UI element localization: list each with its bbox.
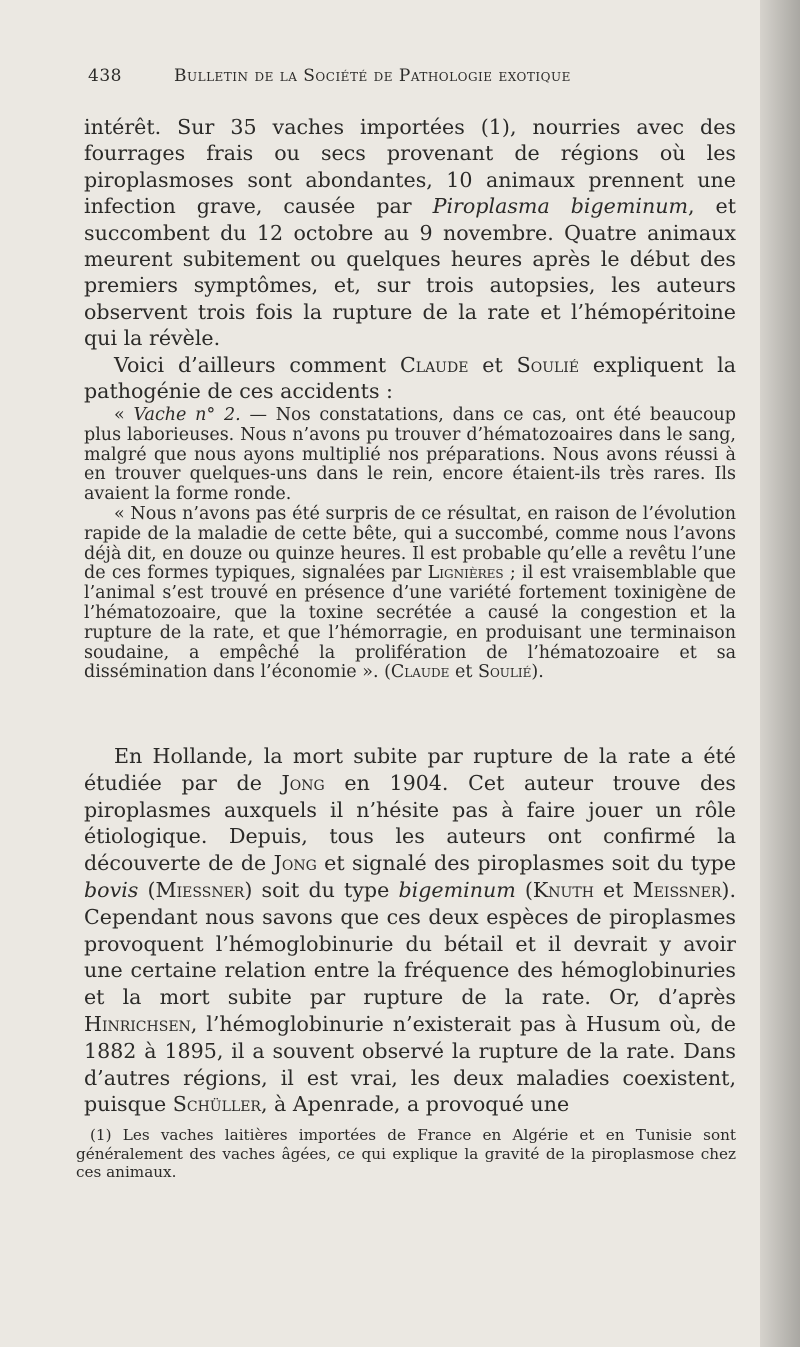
author-name: Lignières xyxy=(427,563,504,584)
page-edge-shadow xyxy=(760,0,800,1347)
text-run: , l’hémoglobinurie n’existerait pas à Husum où, de 1882 à 1895, il a souvent observé la rupture de la rate. Dans d’autres régions, il est vrai, les deux maladies coexistent, puisque xyxy=(84,1011,736,1117)
author-name: Claude xyxy=(390,662,450,683)
text-run: , et succombent du 12 octobre au 9 novembre. Quatre animaux meurent subitement ou quelques heures après le début des premiers symptômes, et, sur trois autopsies, les auteurs observent trois fois la rupture de la rate et l’hémopéritoine qui la révèle. xyxy=(84,194,736,351)
page-number: 438 xyxy=(88,66,122,86)
text-run: expliquent la pathogénie de ces accidents : xyxy=(84,352,736,404)
text-run: ( xyxy=(515,877,533,902)
text-run: ) soit du type xyxy=(244,877,399,902)
case-label: Vache n° 2. xyxy=(133,405,241,425)
block-quote xyxy=(84,406,736,683)
author-name: Claude xyxy=(400,352,469,377)
running-title: Bulletin de la Société de Pathologie exotique xyxy=(174,66,571,86)
text-run: ). Cependant nous savons que ces deux espèces de piroplasmes provoquent l’hémoglobinurie du bétail et il devrait y avoir une certaine relation entre la fréquence des hémoglobinuries et la mort subite par rupture de la rate. Or, d’après xyxy=(84,877,737,1010)
text-run: et xyxy=(593,877,633,902)
page-header xyxy=(88,66,688,92)
paragraph-2 xyxy=(84,352,736,405)
text-run: — Nos constatations, dans ce cas, ont été beaucoup plus laborieuses. Nous n’avons pu trouver d’hématozoaires dans le sang, malgré que nous ayons multiplié nos préparations. Nous avons réussi à en trouver quelques-uns dans le rein, encore étaient-ils très rares. Ils avaient la forme ronde. xyxy=(84,405,736,505)
text-run: « xyxy=(114,405,134,425)
author-name: Jong xyxy=(281,770,325,795)
paragraph-1 xyxy=(84,114,736,352)
author-name: Schüller xyxy=(172,1092,261,1117)
body-text-top xyxy=(84,114,736,404)
quote-paragraph-2 xyxy=(84,505,736,683)
text-run: et xyxy=(468,352,517,377)
author-name: Hinrichsen xyxy=(84,1011,191,1036)
footnote-text: (1) Les vaches laitières importées de France en Algérie et en Tunisie sont généralement des vaches âgées, ce qui explique la gravité de la piroplasmose chez ces animaux. xyxy=(76,1126,736,1182)
body-text-bottom xyxy=(84,743,736,1118)
author-name: Meissner xyxy=(632,877,722,902)
species-name: bovis xyxy=(84,877,139,902)
text-run: ; il est vraisemblable que l’animal s’est trouvé en présence d’une variété fortement toxinigène de l’hématozoaire, que la toxine secrétée a causé la congestion et la rupture de la rate, et que l’hémorragie, en produisant une terminaison soudaine, a empêché la prolifération de l’hématozoaire et sa dissémination dans l’économie ». ( xyxy=(84,563,736,683)
text-run: Voici d’ailleurs comment xyxy=(114,352,401,377)
author-name: Jong xyxy=(273,851,317,876)
footnote xyxy=(76,1126,736,1182)
text-run: « Nous n’avons pas été surpris de ce résultat, en raison de l’évolution rapide de la maladie de cette bête, qui a succombé, comme nous l’avons déjà dit, en douze ou quinze heures. Il est probable qu’elle a revêtu l’une de ces formes typiques, signalées par xyxy=(84,503,736,584)
species-name: Piroplasma bigeminum xyxy=(432,194,688,219)
quote-paragraph-1 xyxy=(84,406,736,505)
species-name: bigeminum xyxy=(398,877,516,902)
author-name: Miessner xyxy=(155,877,245,902)
text-run: en 1904. Cet auteur trouve des piroplasmes auxquels il n’hésite pas à faire jouer un rôle étiologique. Depuis, tous les auteurs ont confirmé la découverte de de xyxy=(84,770,736,876)
text-run: et signalé des piroplasmes soit du type xyxy=(316,851,737,876)
author-name: Soulié xyxy=(516,352,580,377)
text-run: , à Apenrade, a provoqué une xyxy=(260,1092,570,1117)
author-name: Soulié xyxy=(477,662,532,683)
author-name: Knuth xyxy=(532,877,594,902)
text-run: ( xyxy=(138,877,156,902)
text-run: intérêt. Sur 35 vaches importées (1), nourries avec des fourrages frais ou secs provenant de régions où les piroplasmoses sont abondantes, 10 animaux prennent une infection grave, causée par xyxy=(84,115,736,219)
text-run: ). xyxy=(531,662,544,683)
text-run: et xyxy=(449,662,478,683)
paragraph-3 xyxy=(84,743,736,1118)
text-run: En Hollande, la mort subite par rupture de la rate a été étudiée par de xyxy=(84,744,736,795)
